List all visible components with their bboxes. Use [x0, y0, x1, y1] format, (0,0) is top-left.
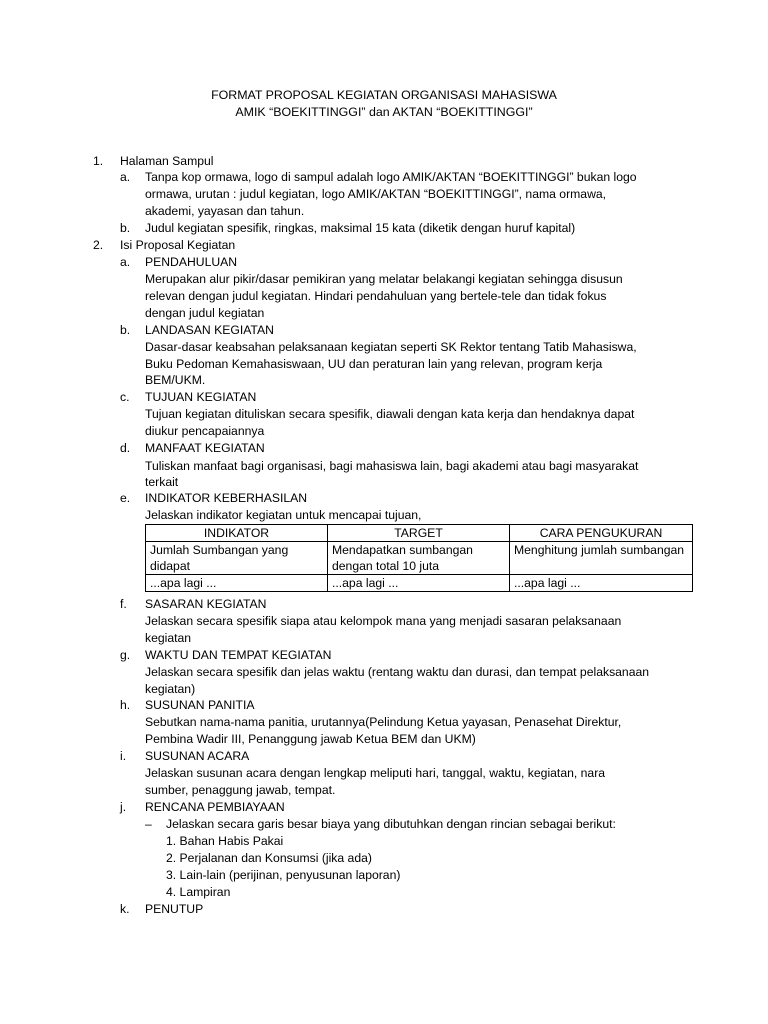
- item-b-line2: Buku Pedoman Kemahasiswaan, UU dan peraturan lain yang relevan, program kerja: [145, 357, 603, 371]
- item-a-marker: a.: [120, 255, 131, 269]
- item-d-marker: d.: [120, 441, 131, 455]
- table-row: [146, 542, 693, 575]
- item-e-marker: e.: [120, 491, 131, 505]
- table-row: [146, 575, 693, 592]
- item-j-intro: Jelaskan secara garis besar biaya yang dibutuhkan dengan rincian sebagai berikut:: [166, 817, 616, 831]
- item-b-line1: Dasar-dasar keabsahan pelaksanaan kegiatan seperti SK Rektor tentang Tatib Mahasiswa,: [145, 340, 637, 354]
- item-c-marker: c.: [120, 390, 130, 404]
- section2-heading: Isi Proposal Kegiatan: [120, 238, 236, 252]
- item-j-dash: –: [145, 817, 152, 831]
- item-h-line1: Sebutkan nama-nama panitia, urutannya(Pelindung Ketua yayasan, Penasehat Direktur,: [145, 715, 622, 729]
- item-f-line1: Jelaskan secara spesifik siapa atau kelompok mana yang menjadi sasaran pelaksanaan: [145, 614, 622, 628]
- item-b-marker: b.: [120, 323, 131, 337]
- item-j-title: RENCANA PEMBIAYAAN: [145, 800, 285, 814]
- item-a-line2: relevan dengan judul kegiatan. Hindari pendahuluan yang bertele-tele dan tidak fokus: [145, 289, 607, 303]
- section1-a-line2: ormawa, urutan : judul kegiatan, logo AMIK/AKTAN “BOEKITTINGGI”, nama ormawa,: [145, 187, 607, 201]
- section1-number: 1.: [93, 154, 104, 168]
- item-f-marker: f.: [120, 597, 127, 611]
- section1-a-line3: akademi, yayasan dan tahun.: [145, 204, 305, 218]
- item-d-line1: Tuliskan manfaat bagi organisasi, bagi mahasiswa lain, bagi akademi atau bagi masyarakat: [145, 459, 639, 473]
- indicator-table: [145, 524, 693, 592]
- item-i-line1: Jelaskan susunan acara dengan lengkap meliputi hari, tanggal, waktu, kegiatan, nara: [145, 766, 606, 780]
- item-i-title: SUSUNAN ACARA: [145, 749, 250, 763]
- item-j-marker: j.: [120, 800, 127, 814]
- item-a-title: PENDAHULUAN: [145, 255, 238, 269]
- item-c-line2: diukur pencapaiannya: [145, 424, 265, 438]
- section1-heading: Halaman Sampul: [120, 154, 214, 168]
- table-cell: ...apa lagi ...: [328, 575, 510, 592]
- item-h-title: SUSUNAN PANITIA: [145, 698, 255, 712]
- item-f-title: SASARAN KEGIATAN: [145, 597, 267, 611]
- table-header-cell: INDIKATOR: [146, 525, 328, 542]
- item-d-line2: terkait: [145, 475, 179, 489]
- item-f-line2: kegiatan: [145, 631, 192, 645]
- table-cell: Mendapatkan sumbangan dengan total 10 juta: [328, 542, 510, 575]
- item-g-line2: kegiatan): [145, 682, 196, 696]
- cost-list-item: 1. Bahan Habis Pakai: [166, 834, 284, 848]
- item-b-title: LANDASAN KEGIATAN: [145, 323, 274, 337]
- document-title-line2: AMIK “BOEKITTINGGI” dan AKTAN “BOEKITTINGGI”: [235, 105, 533, 119]
- item-i-line2: sumber, penaggung jawab, tempat.: [145, 783, 336, 797]
- item-a-line1: Merupakan alur pikir/dasar pemikiran yang melatar belakangi kegiatan sehingga disusun: [145, 272, 623, 286]
- table-cell: Menghitung jumlah sumbangan: [510, 542, 693, 575]
- item-i-marker: i.: [120, 749, 127, 763]
- table-cell: ...apa lagi ...: [510, 575, 693, 592]
- cost-list-item: 4. Lampiran: [166, 885, 231, 899]
- item-g-title: WAKTU DAN TEMPAT KEGIATAN: [145, 648, 332, 662]
- cost-list-item: 2. Perjalanan dan Konsumsi (jika ada): [166, 851, 372, 865]
- item-g-line1: Jelaskan secara spesifik dan jelas waktu (rentang waktu dan durasi, dan tempat pelaksanaan: [145, 665, 650, 679]
- section2-number: 2.: [93, 238, 104, 252]
- section1-a-marker: a.: [120, 170, 131, 184]
- table-cell: ...apa lagi ...: [146, 575, 328, 592]
- item-h-line2: Pembina Wadir III, Penanggung jawab Ketua BEM dan UKM): [145, 732, 476, 746]
- item-e-title: INDIKATOR KEBERHASILAN: [145, 491, 308, 505]
- table-header-cell: CARA PENGUKURAN: [510, 525, 693, 542]
- item-k-title: PENUTUP: [145, 902, 204, 916]
- section1-a-line1: Tanpa kop ormawa, logo di sampul adalah logo AMIK/AKTAN “BOEKITTINGGI” bukan logo: [145, 170, 637, 184]
- item-d-title: MANFAAT KEGIATAN: [145, 441, 265, 455]
- table-header-cell: TARGET: [328, 525, 510, 542]
- item-e-line1: Jelaskan indikator kegiatan untuk mencapai tujuan,: [145, 508, 422, 522]
- item-h-marker: h.: [120, 698, 131, 712]
- table-cell: Jumlah Sumbangan yang didapat: [146, 542, 328, 575]
- cost-list-item: 3. Lain-lain (perijinan, penyusunan laporan): [166, 868, 401, 882]
- item-b-line3: BEM/UKM.: [145, 373, 206, 387]
- table-header-row: [146, 525, 693, 542]
- item-c-title: TUJUAN KEGIATAN: [145, 390, 257, 404]
- item-c-line1: Tujuan kegiatan dituliskan secara spesifik, diawali dengan kata kerja dan hendaknya dapat: [145, 407, 635, 421]
- section1-b-text: Judul kegiatan spesifik, ringkas, maksimal 15 kata (diketik dengan huruf kapital): [145, 221, 576, 235]
- item-k-marker: k.: [120, 902, 130, 916]
- item-g-marker: g.: [120, 648, 131, 662]
- item-a-line3: dengan judul kegiatan: [145, 306, 265, 320]
- section1-b-marker: b.: [120, 221, 131, 235]
- document-title-line1: FORMAT PROPOSAL KEGIATAN ORGANISASI MAHASISWA: [211, 88, 557, 102]
